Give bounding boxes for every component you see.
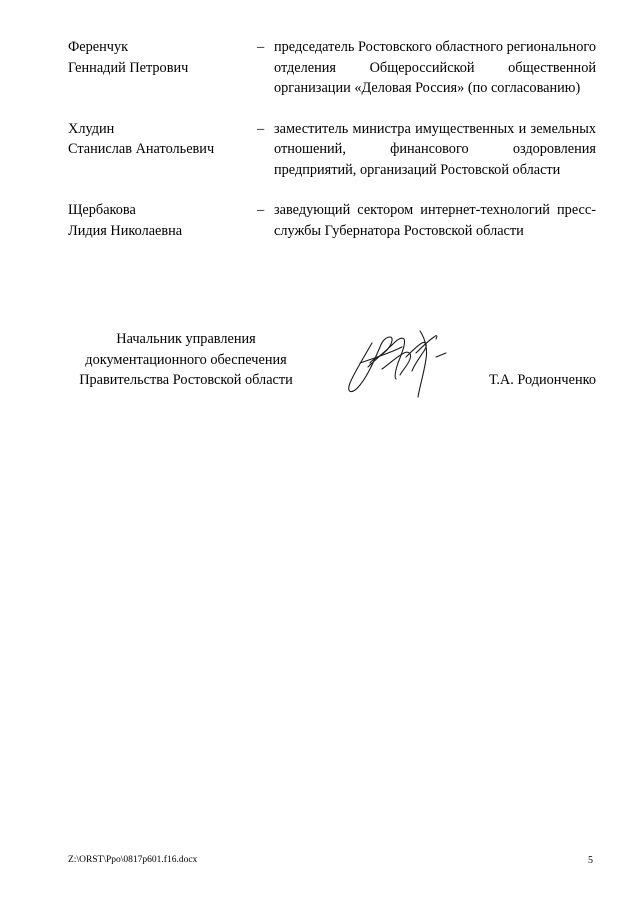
member-name xyxy=(68,37,257,99)
footer-file-path: Z:\ORST\Ppo\0817p601.f16.docx xyxy=(68,855,198,865)
member-dash: – xyxy=(257,120,265,137)
signatory-position-line: Правительства Ростовской области xyxy=(79,372,293,388)
member-surname: Ференчук xyxy=(68,39,129,55)
handwritten-signature xyxy=(342,323,458,403)
signatory-position-line: Начальник управления xyxy=(116,331,256,347)
member-name xyxy=(68,119,257,181)
member-name xyxy=(68,200,257,241)
signature-block xyxy=(68,329,596,409)
member-given-names: Лидия Николаевна xyxy=(68,222,183,239)
members-list xyxy=(68,37,596,261)
member-dash: – xyxy=(257,39,265,55)
member-entry xyxy=(68,119,596,181)
member-surname: Хлудин xyxy=(68,120,115,137)
signer-name: Т.А. Родионченко xyxy=(489,372,596,388)
member-given-names: Станислав Анатольевич xyxy=(68,141,215,157)
signatory-position xyxy=(68,329,304,391)
page-number: 5 xyxy=(588,855,593,866)
signatory-position-line: документационного обеспечения xyxy=(85,351,287,368)
member-role: заместитель министра имущественных и земельных отношений, финансового оздоровления предприятий, организаций Ростовской области xyxy=(274,120,596,178)
member-surname: Щербакова xyxy=(68,202,136,218)
member-role: заведующий сектором интернет-технологий пресс-службы Губернатора Ростовской области xyxy=(274,202,596,239)
member-dash: – xyxy=(257,202,265,218)
member-role: председатель Ростовского областного регионального отделения Общероссийской общественной организации «Деловая Россия» (по согласованию) xyxy=(274,39,596,96)
member-given-names: Геннадий Петрович xyxy=(68,59,189,76)
member-entry xyxy=(68,37,596,99)
member-entry xyxy=(68,200,596,241)
